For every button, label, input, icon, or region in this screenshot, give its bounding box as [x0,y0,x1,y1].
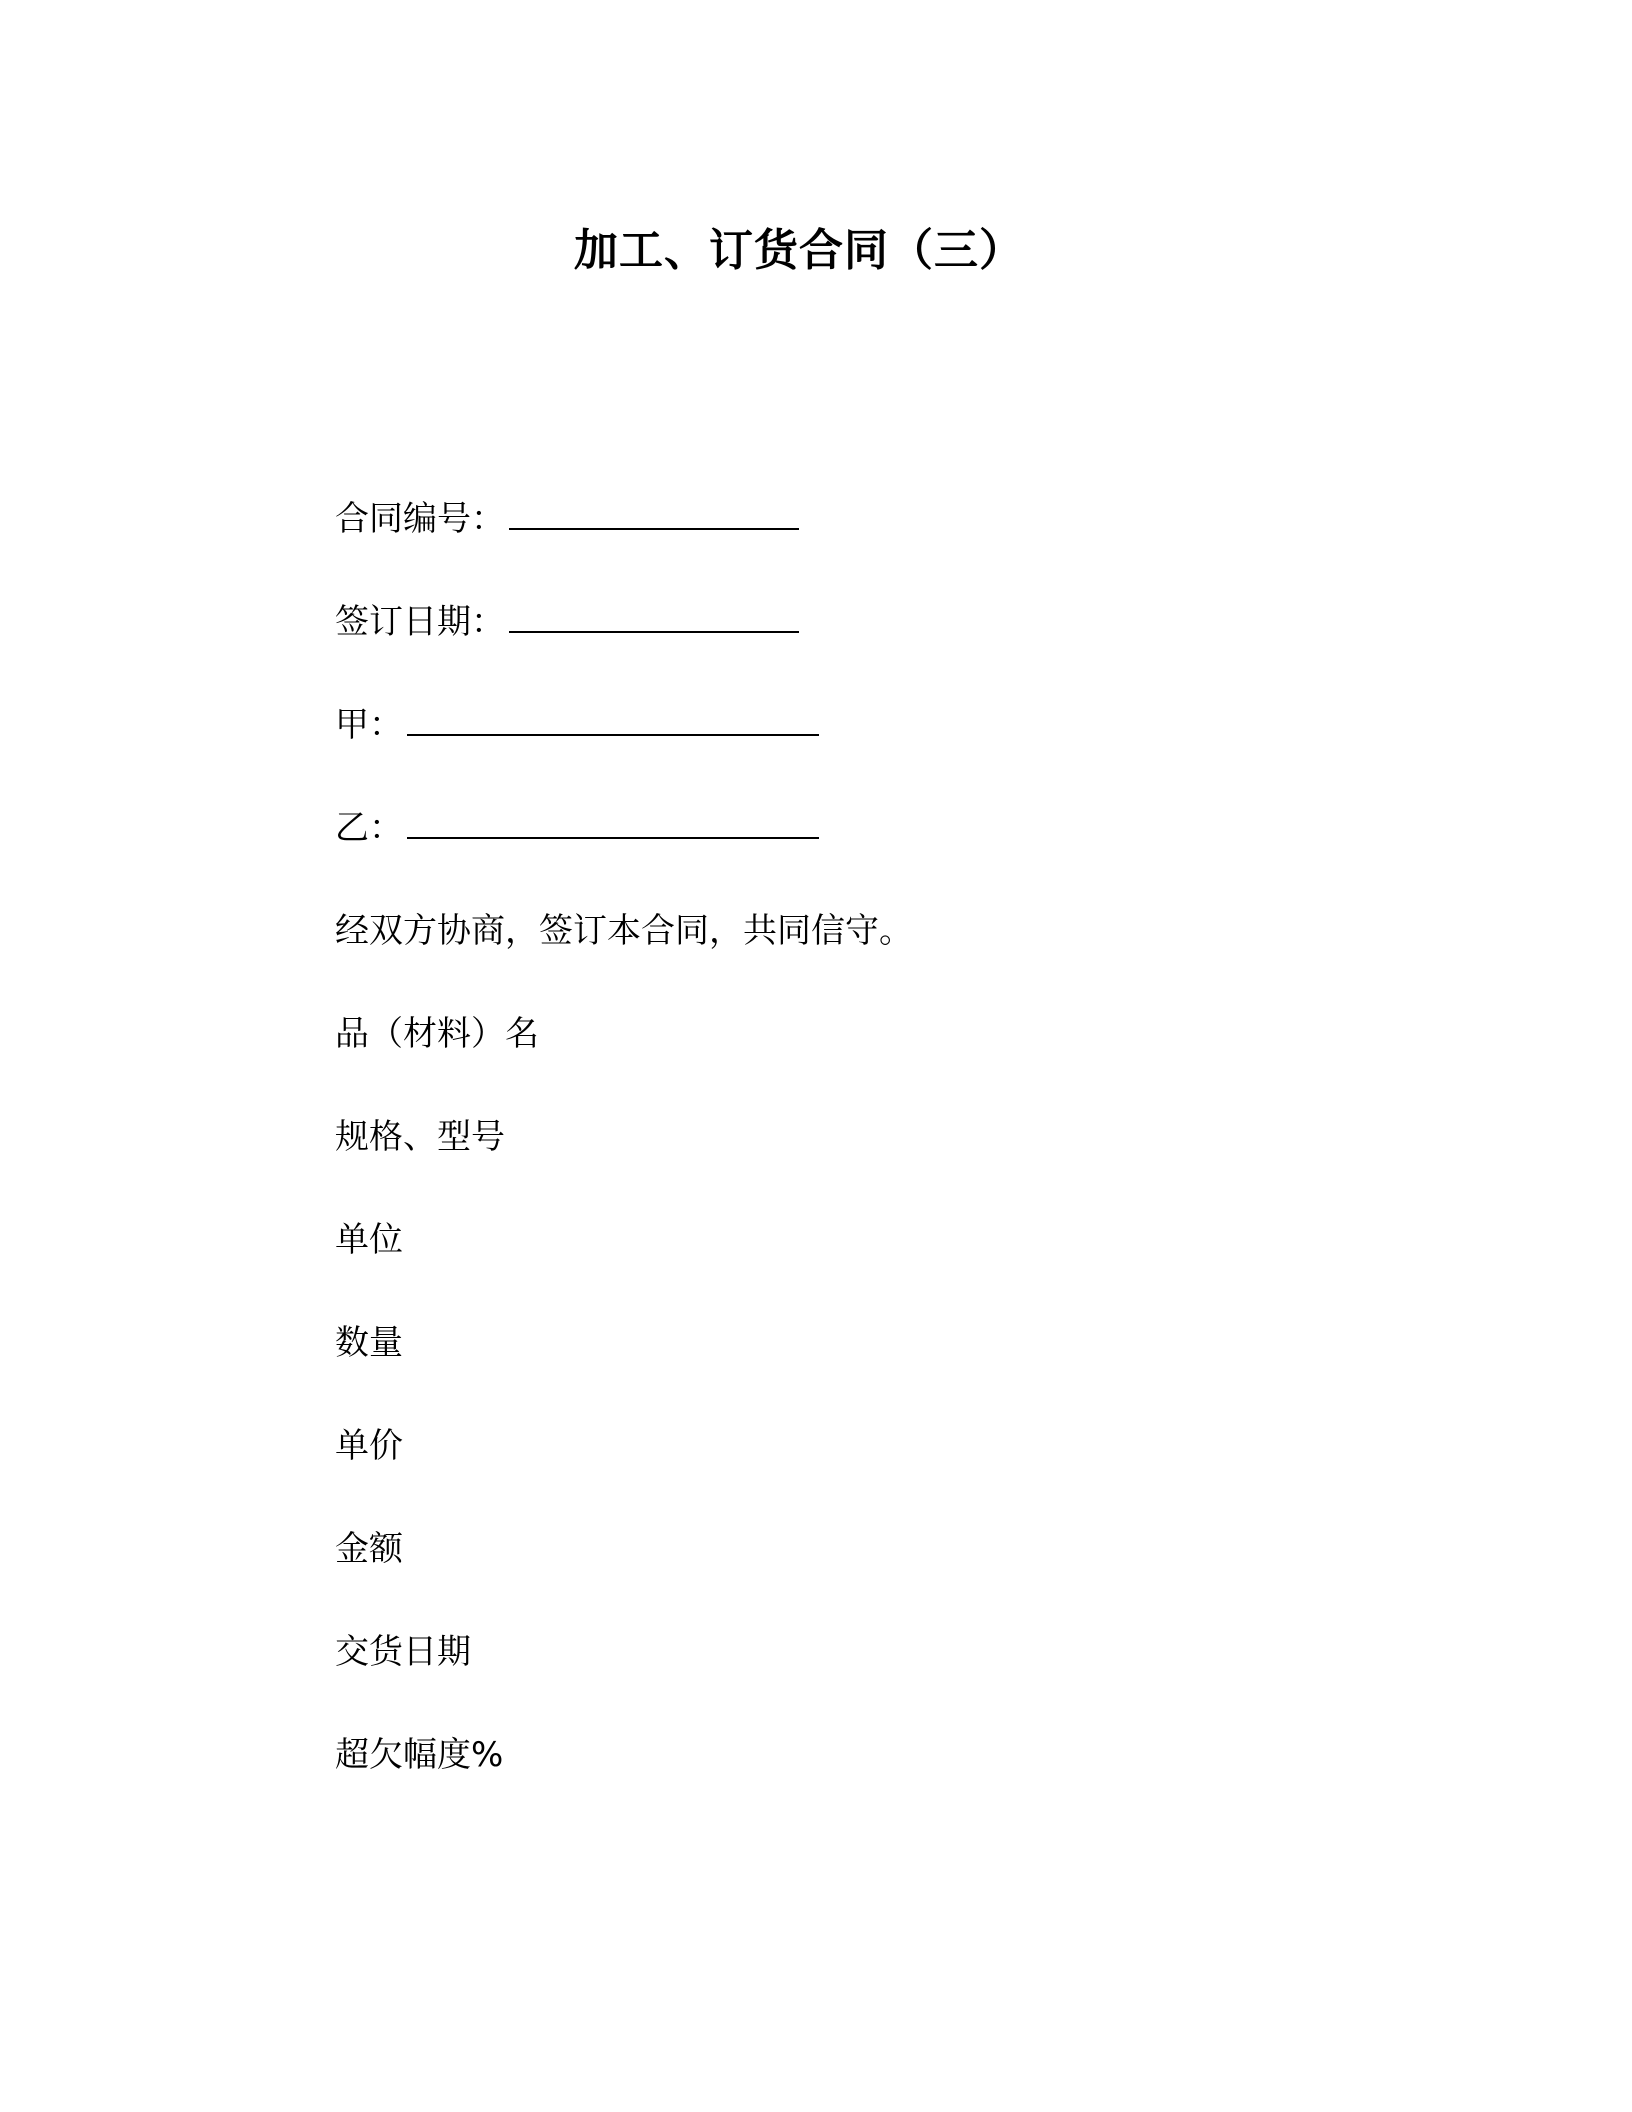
item-quantity: 数量 [335,1323,403,1363]
contract-number-label: 合同编号： [335,499,505,539]
signing-date-line [335,597,799,647]
item-product-name: 品（材料）名 [335,1014,539,1054]
signing-date-label: 签订日期： [335,602,505,642]
item-delivery-date: 交货日期 [335,1632,471,1672]
party-b-label: 乙： [335,808,403,848]
item-tolerance: 超欠幅度% [335,1735,504,1775]
party-a-label: 甲： [335,705,403,745]
party-b-line [335,803,819,853]
party-a-line [335,700,819,750]
signing-date-blank [509,601,799,633]
party-b-blank [407,807,819,839]
item-amount: 金额 [335,1529,403,1569]
contract-number-line [335,494,799,544]
item-unit: 单位 [335,1220,403,1260]
item-unit-price: 单价 [335,1426,403,1466]
contract-number-blank [509,498,799,530]
party-a-blank [407,704,819,736]
intro-paragraph: 经双方协商，签订本合同，共同信守。 [335,911,913,951]
item-specification: 规格、型号 [335,1117,505,1157]
document-title: 加工、订货合同（三） [574,225,1024,276]
